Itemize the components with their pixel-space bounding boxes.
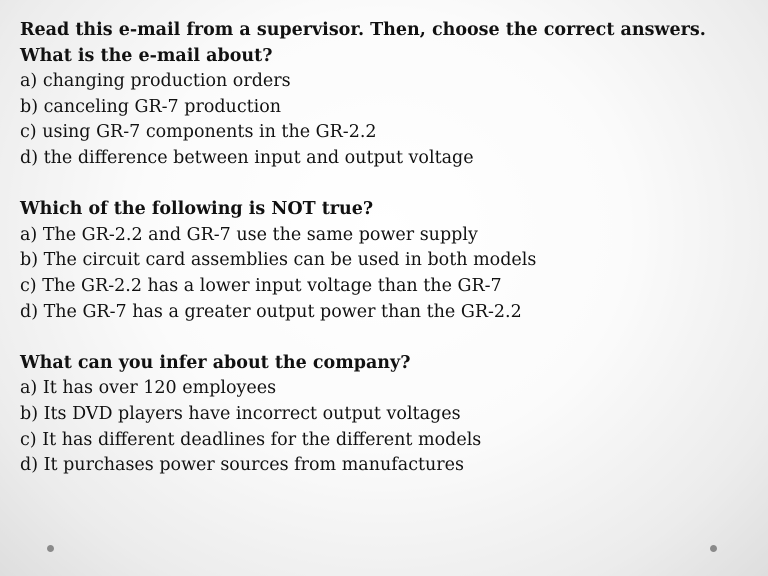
question-1-option-c: c) using GR-7 components in the GR-2.2 bbox=[20, 122, 377, 143]
question-3-option-b: b) Its DVD players have incorrect output voltages bbox=[20, 403, 461, 424]
question-1-option-a: a) changing production orders bbox=[20, 71, 291, 92]
question-1-text: What is the e-mail about? bbox=[20, 45, 273, 66]
spacer bbox=[20, 172, 750, 198]
instruction-text: Read this e-mail from a supervisor. Then, choose the correct answers. bbox=[20, 20, 706, 40]
question-block-3 bbox=[20, 351, 750, 479]
question-3-option-a: a) It has over 120 employees bbox=[20, 378, 277, 399]
spacer bbox=[20, 325, 750, 351]
question-1-option-b: b) canceling GR-7 production bbox=[20, 96, 282, 117]
question-2-option-b: b) The circuit card assemblies can be used in both models bbox=[20, 250, 537, 271]
question-2-option-a: a) The GR-2.2 and GR-7 use the same power supply bbox=[20, 224, 478, 245]
slide-content bbox=[20, 18, 750, 479]
question-2-option-c: c) The GR-2.2 has a lower input voltage than the GR-7 bbox=[20, 275, 502, 296]
question-2-text: Which of the following is NOT true? bbox=[20, 199, 374, 220]
decorative-dot-right bbox=[710, 545, 717, 552]
question-3-text: What can you infer about the company? bbox=[20, 352, 411, 373]
decorative-dot-left bbox=[47, 545, 54, 552]
question-block-2 bbox=[20, 197, 750, 325]
question-3-option-d: d) It purchases power sources from manufactures bbox=[20, 455, 465, 476]
question-1-option-d: d) the difference between input and output voltage bbox=[20, 147, 474, 168]
question-2-option-d: d) The GR-7 has a greater output power than the GR-2.2 bbox=[20, 301, 522, 322]
question-3-option-c: c) It has different deadlines for the different models bbox=[20, 429, 482, 450]
question-block-1 bbox=[20, 44, 750, 172]
